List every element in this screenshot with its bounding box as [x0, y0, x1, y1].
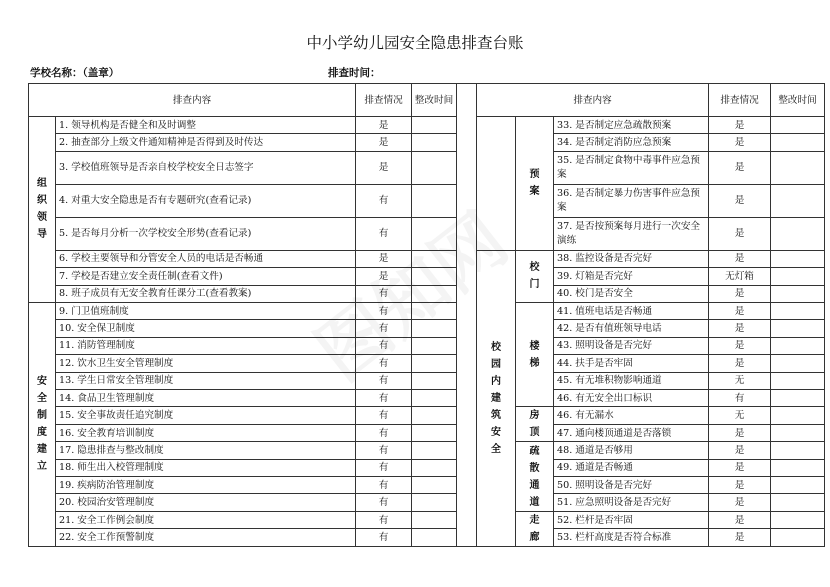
left-item-rectify	[412, 529, 457, 547]
category-label: 安全制度建立	[37, 376, 47, 473]
right-item-status: 是	[709, 477, 771, 494]
left-header-rectify: 整改时间	[412, 84, 457, 117]
left-item-status: 是	[356, 250, 412, 267]
left-item-status: 有	[356, 302, 412, 319]
right-subcategory-4	[516, 511, 554, 546]
table-gap	[457, 459, 477, 476]
right-item-rectify	[771, 494, 825, 511]
right-item-text: 41. 值班电话是否畅通	[554, 302, 709, 319]
table-gap	[457, 134, 477, 151]
right-item-rectify	[771, 217, 825, 250]
right-subcategory-1	[516, 302, 554, 406]
table-gap	[457, 184, 477, 217]
right-item-status: 无	[709, 372, 771, 389]
inspection-time-label: 排查时间：	[328, 67, 381, 79]
table-row	[29, 217, 825, 250]
right-header-content: 排查内容	[477, 84, 709, 117]
table-gap	[457, 320, 477, 337]
left-item-status: 有	[356, 337, 412, 354]
right-item-status: 无	[709, 407, 771, 425]
right-item-status: 是	[709, 134, 771, 151]
left-item-text: 15. 安全事故责任追究制度	[56, 407, 356, 425]
right-item-text: 40. 校门是否安全	[554, 285, 709, 302]
left-item-text: 14. 食品卫生管理制度	[56, 389, 356, 406]
right-item-text: 35. 是否制定食物中毒事件应急预案	[554, 151, 709, 184]
right-item-status: 是	[709, 355, 771, 372]
right-item-status: 是	[709, 250, 771, 267]
left-item-rectify	[412, 477, 457, 494]
right-item-text: 51. 应急照明设备是否完好	[554, 494, 709, 511]
right-item-text: 52. 栏杆是否牢固	[554, 511, 709, 529]
left-item-status: 有	[356, 494, 412, 511]
right-item-status: 是	[709, 151, 771, 184]
right-subcategory-2	[516, 407, 554, 442]
table-row	[29, 389, 825, 406]
table-gap	[457, 337, 477, 354]
left-item-status: 是	[356, 151, 412, 184]
table-gap	[457, 389, 477, 406]
left-item-text: 3. 学校值班领导是否亲自校学校安全日志签字	[56, 151, 356, 184]
right-item-text: 46. 有无安全出口标识	[554, 389, 709, 406]
table-gap	[457, 424, 477, 442]
left-item-text: 18. 师生出入校管理制度	[56, 459, 356, 476]
right-subcategory-3	[516, 442, 554, 512]
table-gap	[457, 117, 477, 134]
left-category-1	[29, 302, 56, 546]
right-item-rectify	[771, 184, 825, 217]
right-subcategory-0	[516, 250, 554, 302]
right-item-text: 53. 栏杆高度是否符合标准	[554, 529, 709, 547]
category-label: 疏散通道	[529, 445, 540, 508]
left-item-text: 16. 安全教育培训制度	[56, 424, 356, 442]
left-item-text: 10. 安全保卫制度	[56, 320, 356, 337]
right-item-rectify	[771, 529, 825, 547]
right-item-status: 是	[709, 302, 771, 319]
left-item-text: 13. 学生日常安全管理制度	[56, 372, 356, 389]
table-row	[29, 442, 825, 459]
right-item-rectify	[771, 442, 825, 459]
right-spacer	[477, 117, 516, 251]
right-item-text: 44. 扶手是否牢固	[554, 355, 709, 372]
left-item-text: 4. 对重大安全隐患是否有专题研究(查看记录)	[56, 184, 356, 217]
table-row	[29, 134, 825, 151]
left-header-status: 排查情况	[356, 84, 412, 117]
left-item-status: 有	[356, 407, 412, 425]
right-header-rectify: 整改时间	[771, 84, 825, 117]
left-item-text: 12. 饮水卫生安全管理制度	[56, 355, 356, 372]
left-item-status: 有	[356, 389, 412, 406]
left-item-text: 9. 门卫值班制度	[56, 302, 356, 319]
left-item-status: 有	[356, 477, 412, 494]
table-row	[29, 320, 825, 337]
table-row	[29, 151, 825, 184]
left-item-text: 6. 学校主要领导和分管安全人员的电话是否畅通	[56, 250, 356, 267]
right-category-plan	[516, 117, 554, 251]
table-row	[29, 494, 825, 511]
left-item-status: 是	[356, 134, 412, 151]
left-item-text: 17. 隐患排查与整改制度	[56, 442, 356, 459]
right-item-status: 是	[709, 529, 771, 547]
left-item-status: 有	[356, 442, 412, 459]
table-row	[29, 302, 825, 319]
left-item-rectify	[412, 217, 457, 250]
right-item-status: 是	[709, 217, 771, 250]
right-item-rectify	[771, 302, 825, 319]
right-item-rectify	[771, 320, 825, 337]
left-item-status: 有	[356, 459, 412, 476]
left-item-text: 11. 消防管理制度	[56, 337, 356, 354]
table-row	[29, 511, 825, 529]
right-item-rectify	[771, 372, 825, 389]
table-row	[29, 250, 825, 267]
table-gap	[457, 151, 477, 184]
left-item-status: 有	[356, 529, 412, 547]
table-gap	[457, 285, 477, 302]
left-item-rectify	[412, 355, 457, 372]
right-item-text: 48. 通道是否够用	[554, 442, 709, 459]
table-gap	[457, 494, 477, 511]
category-label: 走廊	[529, 514, 540, 543]
left-item-rectify	[412, 442, 457, 459]
left-item-text: 21. 安全工作例会制度	[56, 511, 356, 529]
table-gap	[457, 302, 477, 319]
table-gap	[457, 529, 477, 547]
right-item-text: 37. 是否按预案每月进行一次安全演练	[554, 217, 709, 250]
right-item-text: 36. 是否制定暴力伤害事件应急预案	[554, 184, 709, 217]
right-item-status: 是	[709, 459, 771, 476]
right-item-text: 45. 有无堆积物影响通道	[554, 372, 709, 389]
left-item-rectify	[412, 389, 457, 406]
left-item-text: 5. 是否每月分析一次学校安全形势(查看记录)	[56, 217, 356, 250]
left-item-text: 22. 安全工作预警制度	[56, 529, 356, 547]
left-item-rectify	[412, 407, 457, 425]
right-item-status: 是	[709, 337, 771, 354]
table-gap	[457, 407, 477, 425]
right-item-text: 42. 是否有值班领导电话	[554, 320, 709, 337]
right-item-rectify	[771, 285, 825, 302]
left-item-status: 有	[356, 285, 412, 302]
table-row	[29, 117, 825, 134]
table-gap	[457, 442, 477, 459]
right-item-status: 是	[709, 184, 771, 217]
left-header-content: 排查内容	[29, 84, 356, 117]
left-item-status: 有	[356, 511, 412, 529]
right-header-status: 排查情况	[709, 84, 771, 117]
right-item-rectify	[771, 134, 825, 151]
table-gap	[457, 355, 477, 372]
right-item-text: 43. 照明设备是否完好	[554, 337, 709, 354]
left-item-rectify	[412, 372, 457, 389]
category-label: 预案	[529, 169, 540, 198]
table-gap	[457, 372, 477, 389]
right-item-rectify	[771, 337, 825, 354]
right-item-rectify	[771, 250, 825, 267]
left-item-rectify	[412, 134, 457, 151]
left-item-text: 2. 抽查部分上级文件通知精神是否得到及时传达	[56, 134, 356, 151]
right-item-status: 是	[709, 442, 771, 459]
left-category-0	[29, 117, 56, 303]
table-row	[29, 285, 825, 302]
left-item-rectify	[412, 494, 457, 511]
right-item-status: 是	[709, 494, 771, 511]
right-item-text: 46. 有无漏水	[554, 407, 709, 425]
table-row	[29, 372, 825, 389]
right-item-text: 39. 灯箱是否完好	[554, 268, 709, 285]
left-item-status: 有	[356, 184, 412, 217]
table-row	[29, 407, 825, 425]
table-gap	[457, 477, 477, 494]
right-item-status: 是	[709, 424, 771, 442]
right-item-status: 无灯箱	[709, 268, 771, 285]
left-item-text: 7. 学校是否建立安全责任制(查看文件)	[56, 268, 356, 285]
category-label: 楼梯	[529, 340, 540, 369]
table-row	[29, 529, 825, 547]
left-item-rectify	[412, 184, 457, 217]
category-label: 组织领导	[37, 178, 47, 241]
right-item-text: 47. 通向楼顶通道是否落锁	[554, 424, 709, 442]
left-item-rectify	[412, 151, 457, 184]
right-item-rectify	[771, 511, 825, 529]
right-item-text: 34. 是否制定消防应急预案	[554, 134, 709, 151]
right-item-rectify	[771, 424, 825, 442]
right-item-text: 33. 是否制定应急疏散预案	[554, 117, 709, 134]
right-item-rectify	[771, 389, 825, 406]
left-item-rectify	[412, 459, 457, 476]
right-category-campus	[477, 250, 516, 546]
table-row	[29, 337, 825, 354]
table-row	[29, 184, 825, 217]
right-item-rectify	[771, 117, 825, 134]
table-gap	[457, 84, 477, 117]
right-item-rectify	[771, 268, 825, 285]
right-item-status: 是	[709, 285, 771, 302]
left-item-rectify	[412, 424, 457, 442]
right-item-status: 是	[709, 117, 771, 134]
page-title: 中小学幼儿园安全隐患排查台账	[306, 34, 524, 52]
right-item-rectify	[771, 151, 825, 184]
school-name-label: 学校名称：（盖章）	[30, 67, 120, 79]
table-gap	[457, 250, 477, 267]
left-item-rectify	[412, 511, 457, 529]
left-item-rectify	[412, 268, 457, 285]
table-gap	[457, 217, 477, 250]
right-item-rectify	[771, 477, 825, 494]
category-label: 校门	[529, 262, 540, 291]
right-item-text: 50. 照明设备是否完好	[554, 477, 709, 494]
table-row	[29, 424, 825, 442]
left-item-rectify	[412, 117, 457, 134]
right-item-rectify	[771, 459, 825, 476]
left-item-rectify	[412, 320, 457, 337]
left-item-status: 有	[356, 424, 412, 442]
right-item-rectify	[771, 407, 825, 425]
category-label: 校园内建筑安全	[491, 341, 501, 455]
left-item-text: 19. 疾病防治管理制度	[56, 477, 356, 494]
left-item-text: 8. 班子成员有无安全教育任课分工(查看教案)	[56, 285, 356, 302]
left-item-status: 是	[356, 117, 412, 134]
inspection-ledger-table	[28, 83, 825, 547]
left-item-rectify	[412, 285, 457, 302]
right-item-rectify	[771, 355, 825, 372]
table-gap	[457, 511, 477, 529]
right-item-status: 是	[709, 511, 771, 529]
table-row	[29, 459, 825, 476]
table-row	[29, 268, 825, 285]
table-gap	[457, 268, 477, 285]
right-item-text: 38. 监控设备是否完好	[554, 250, 709, 267]
left-item-rectify	[412, 337, 457, 354]
table-row	[29, 477, 825, 494]
right-item-status: 有	[709, 389, 771, 406]
right-item-status: 是	[709, 320, 771, 337]
table-row	[29, 355, 825, 372]
category-label: 房顶	[529, 410, 540, 439]
left-item-text: 20. 校园治安管理制度	[56, 494, 356, 511]
left-item-status: 是	[356, 268, 412, 285]
left-item-text: 1. 领导机构是否健全和及时调整	[56, 117, 356, 134]
left-item-status: 有	[356, 320, 412, 337]
left-item-status: 有	[356, 355, 412, 372]
left-item-status: 有	[356, 217, 412, 250]
left-item-rectify	[412, 250, 457, 267]
right-item-text: 49. 通道是否畅通	[554, 459, 709, 476]
left-item-status: 有	[356, 372, 412, 389]
left-item-rectify	[412, 302, 457, 319]
